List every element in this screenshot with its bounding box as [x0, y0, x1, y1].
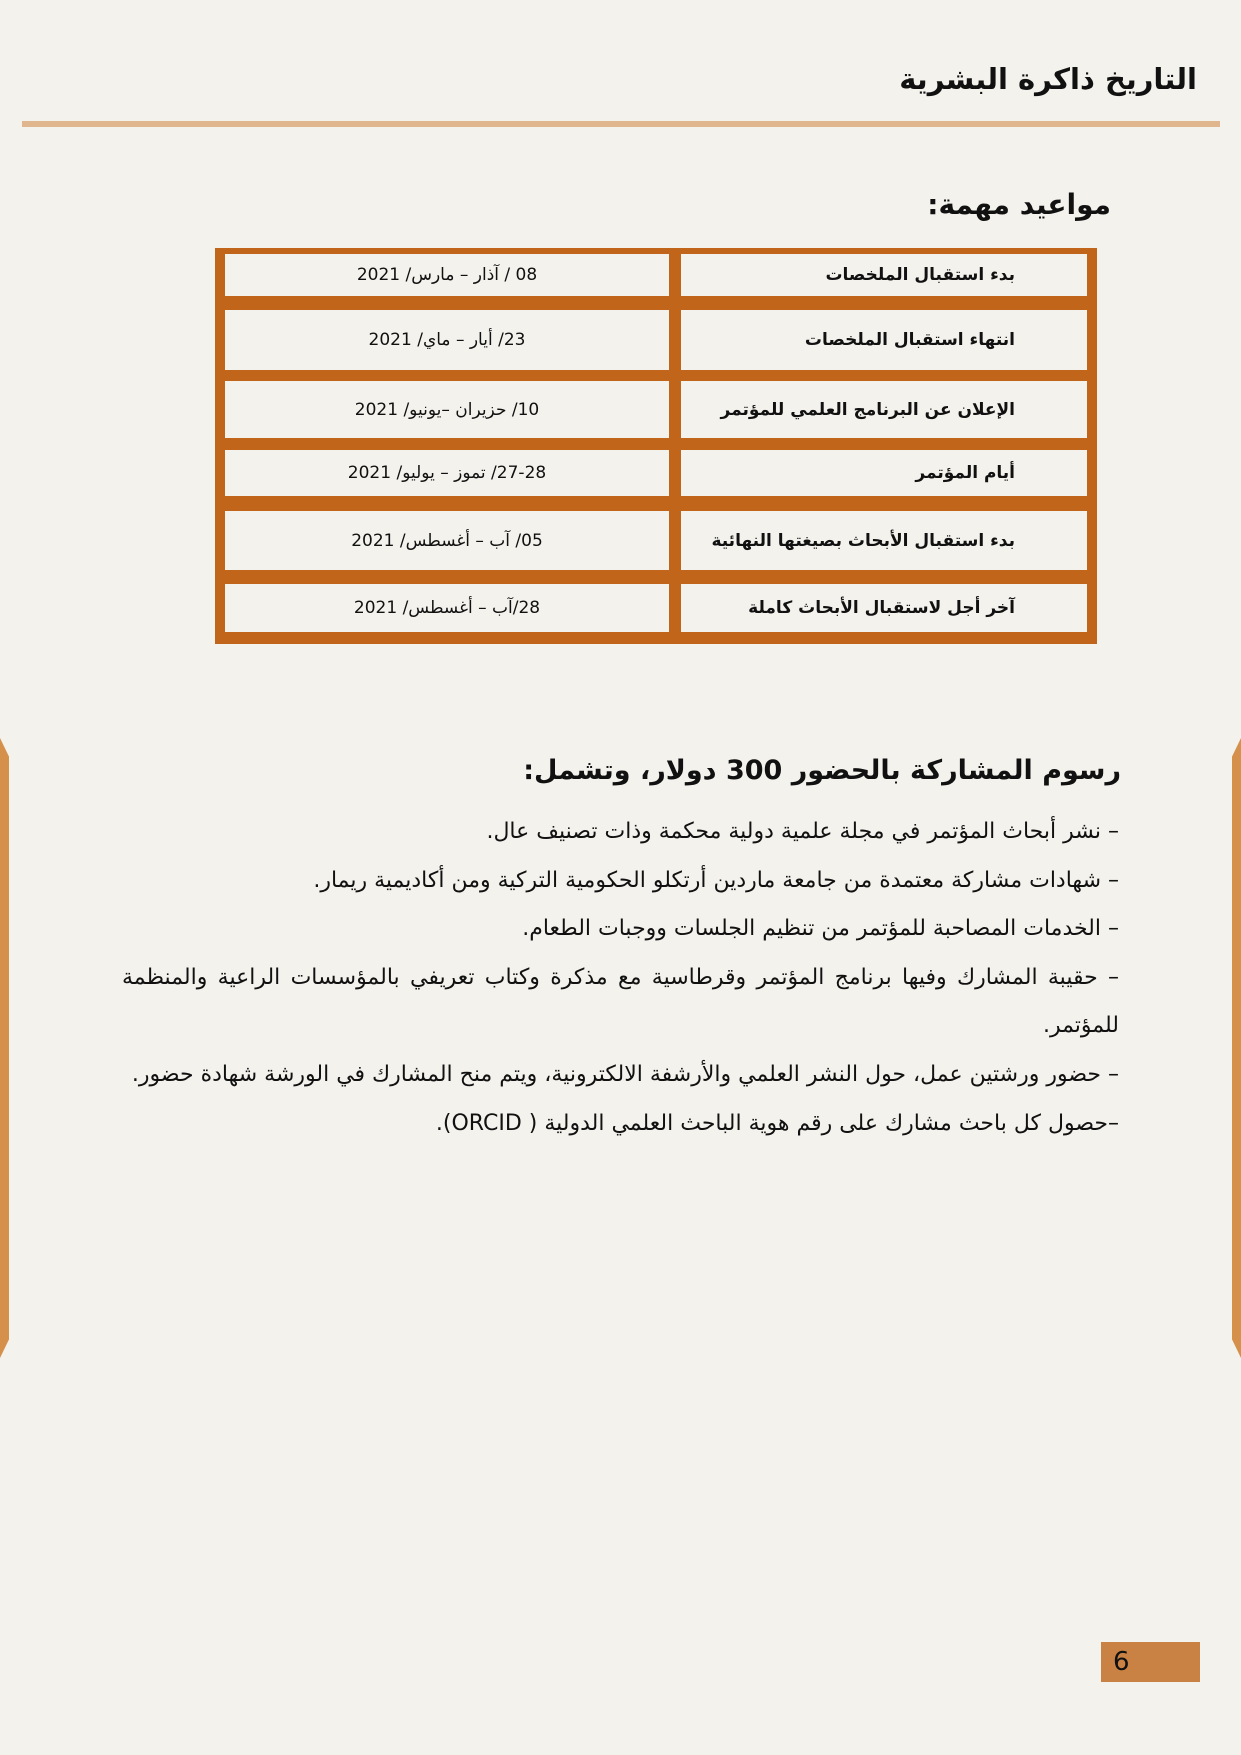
table-row [225, 450, 1087, 496]
table-row [225, 310, 1087, 370]
dates-heading: مواعيد مهمة: [927, 188, 1111, 221]
fees-heading: رسوم المشاركة بالحضور 300 دولار، وتشمل: [523, 755, 1121, 786]
date-value: 05/ آب – أغسطس/ 2021 [225, 511, 669, 570]
date-value: 08 / آذار – مارس/ 2021 [225, 254, 669, 296]
date-label: بدء استقبال الأبحاث بصيغتها النهائية [681, 511, 1087, 570]
page-number: 6 [1101, 1642, 1200, 1682]
header-divider [22, 121, 1220, 127]
list-item: – حضور ورشتين عمل، حول النشر العلمي والأرشفة الالكترونية، ويتم منح المشارك في الورشة شهادة حضور. [131, 1061, 1119, 1087]
important-dates-table [215, 248, 1097, 644]
date-value: 10/ حزيران –يونيو/ 2021 [225, 381, 669, 438]
date-value: 23/ أيار – ماي/ 2021 [225, 310, 669, 370]
table-row [225, 254, 1087, 296]
date-label: بدء استقبال الملخصات [681, 254, 1087, 296]
left-decorative-bar [0, 738, 9, 1358]
right-decorative-bar [1232, 738, 1241, 1358]
date-label: أيام المؤتمر [681, 450, 1087, 496]
list-item: – نشر أبحاث المؤتمر في مجلة علمية دولية محكمة وذات تصنيف عال. [486, 819, 1119, 844]
fees-list [122, 808, 1119, 1148]
table-row [225, 511, 1087, 570]
table-row [225, 584, 1087, 632]
date-label: آخر أجل لاستقبال الأبحاث كاملة [681, 584, 1087, 632]
page-header-title: التاريخ ذاكرة البشرية [899, 62, 1197, 96]
date-label: الإعلان عن البرنامج العلمي للمؤتمر [681, 381, 1087, 438]
date-value: 28/آب – أغسطس/ 2021 [225, 584, 669, 632]
date-value: 27-28/ تموز – يوليو/ 2021 [225, 450, 669, 496]
list-item: –حصول كل باحث مشارك على رقم هوية الباحث العلمي الدولية ( ORCID). [435, 1110, 1119, 1136]
list-item: – الخدمات المصاحبة للمؤتمر من تنظيم الجلسات ووجبات الطعام. [522, 916, 1119, 942]
list-item: – شهادات مشاركة معتمدة من جامعة ماردين أرتكلو الحكومية التركية ومن أكاديمية ريمار. [313, 867, 1119, 893]
list-item: – حقيبة المشارك وفيها برنامج المؤتمر وقرطاسية مع مذكرة وكتاب تعريفي بالمؤسسات الراعية والمنظمة للمؤتمر. [122, 964, 1119, 1039]
table-row [225, 381, 1087, 438]
date-label: انتهاء استقبال الملخصات [681, 310, 1087, 370]
